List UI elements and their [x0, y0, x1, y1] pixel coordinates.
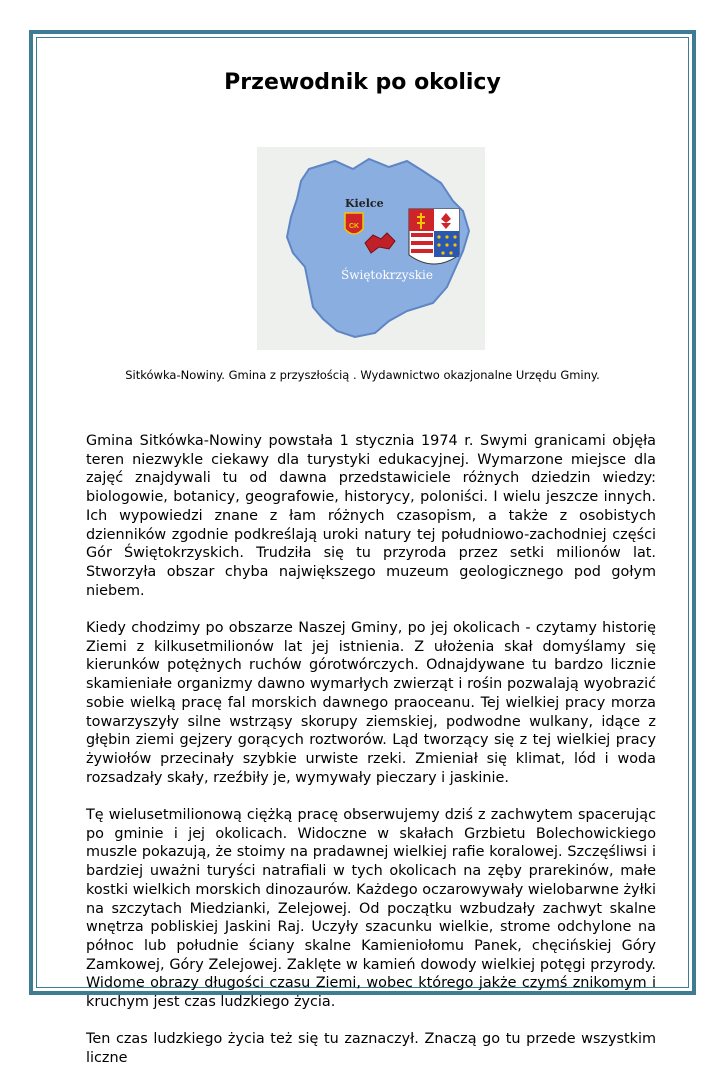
- page-title: Przewodnik po okolicy: [224, 70, 501, 95]
- map-label-city: Kielce: [345, 197, 384, 210]
- article-body: [86, 432, 656, 1087]
- regional-coat-of-arms-icon: [409, 209, 459, 264]
- paragraph: Ten czas ludzkiego życia też się tu zaznaczył. Znaczą go tu przede wszystkim liczne: [86, 1031, 656, 1067]
- city-badge-text: CK: [349, 223, 360, 230]
- paragraph: Tę wielusetmilionową ciężką pracę obserwujemy dziś z zachwytem spacerując po gminie i jej okolicach. Widoczne w skałach Grzbietu Bolechowickiego muszle pokazują, że stoimy na pradawnej wielkiej rafie koralowej. Szczęśliwsi i bardziej uważni turyści natrafiali w tych okolicach na zęby prarekinów, małe kostki wielkich morskich dinozaurów. Każdego oczarowywały wielobarwne żyłki na szczytach Miedzianki, Zelejowej. Od początku wzbudzały zachwyt skalne wnętrza pobliskiej Jaskini Raj. Uczyły szacunku wielkie, strome odchylone na północ lub południe ściany skalne Kamieniołomu Panek, chęcińskiej Góry Zamkowej, Góry Zelejowej. Zaklęte w kamień dowody wielkiej potęgi przyrody. Widome obrazy długości czasu Ziemi, wobec którego jakże czymś znikomym i kruchym jest czas ludzkiego życia.: [86, 807, 656, 1011]
- region-map-graphic: [257, 147, 485, 350]
- image-caption: Sitkówka-Nowiny. Gmina z przyszłością . Wydawnictwo okazjonalne Urzędu Gminy.: [125, 368, 600, 382]
- paragraph: Gmina Sitkówka-Nowiny powstała 1 stycznia 1974 r. Swymi granicami objęła teren niezwykle ciekawy dla turystyki edukacyjnej. Wymarzone miejsce dla zajęć znajdywali tu od dawna przedstawiciele różnych dziedzin wiedzy: biologowie, botanicy, geografowie, historycy, poloniści. I wielu jeszcze innych. Ich wypowiedzi znane z łam różnych czasopism, a także z osobistych dzienników zgodnie podkreślają uroki natury tej południowo-zachodniej części Gór Świętokrzyskich. Trudziła się tu przyroda przez setki milionów lat. Stworzyła obszar chyba największego muzeum geologicznego pod gołym niebem.: [86, 433, 656, 599]
- region-map-image: [257, 147, 485, 350]
- city-coat-of-arms-icon: [345, 213, 363, 234]
- paragraph: Kiedy chodzimy po obszarze Naszej Gminy, po jej okolicach - czytamy historię Ziemi z kilkusetmilionów lat jej istnienia. Z ułożenia skał domyślamy się kierunków potężnych ruchów górotwórczych. Odnajdywane tu bardzo licznie skamieniałe organizmy dawno wymarłych zwierząt i rośin pozwalają wyobrazić sobie wielką pracę fal morskich dawnego praoceanu. Tej wielkiej pracy morza towarzyszyły silne wstrząsy skorupy ziemskiej, podwodne wulkany, idące z głębin ziemi gejzery gorących roztworów. Ląd tworzący się z tej wielkiej pracy żywiołów przecinały szybkie urwiste rzeki. Zmieniał się klimat, lód i woda rozsadzały skały, rzeźbiły je, wymywały pieczary i jaskinie.: [86, 620, 656, 786]
- map-label-region: Świętokrzyskie: [341, 268, 433, 282]
